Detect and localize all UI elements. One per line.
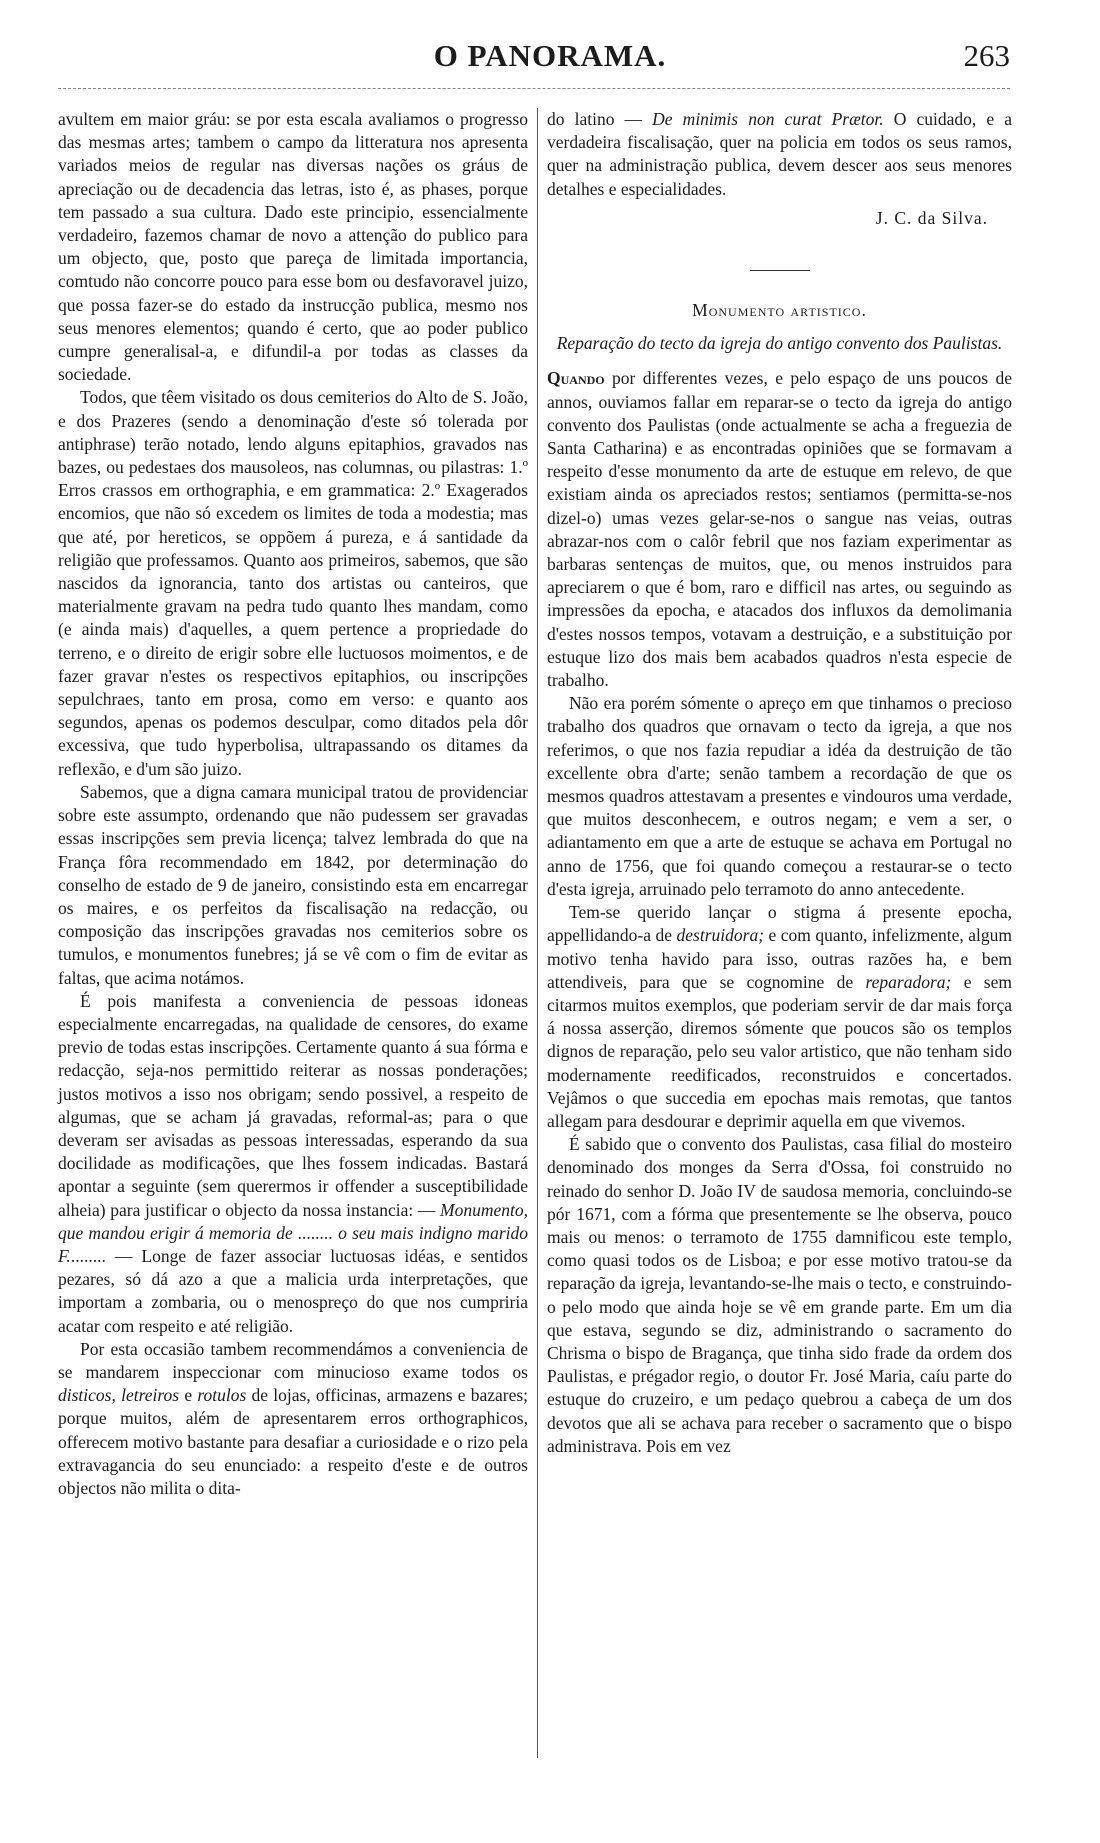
paragraph-text: ........ — Longe de fazer associar luctuosas idéas, e sentidos pezares, só dá azo a que a malicia urda interpretações, que importam a zombaria, ou o menospreço do que nos cumpriria acatar com respeito e até religião. (58, 1245, 528, 1336)
section-divider (750, 270, 810, 271)
paragraph-text: e (184, 1385, 193, 1406)
opening-word: Quando (547, 368, 605, 389)
emphasis: rotulos (197, 1385, 247, 1406)
paragraph: avultem em maior gráu: se por esta escala avaliamos o progresso das mesmas artes; tambem o campo da litteratura nos apresenta variados meios de regular nas diversas nações os gráus de apreciação ou de decadencia das letras, isto é, as phases, porque tem passado a sua cultura. Dado este principio, essencialmente verdadeiro, fazemos chamar de novo a attenção do publico para um objecto, que, posto que pareça de limitada importancia, comtudo não concorre pouco para esse bom ou desfavoravel juizo, que possa fazer-se do estado da instrucção publica, mesmo nos seus menores elementos; quando é certo, que ao poder publico cumpre generalisal-a, e difundil-a por todas as classes da sociedade. (58, 109, 528, 385)
paragraph-text: É pois manifesta a conveniencia de pessoas idoneas especialmente encarregadas, na qualidade de censores, do exame previo de todas estas inscripções. Certamente quanto á sua fórma e redacção, seja-nos permittido reiterar as nossas ponderações; justos motivos a isso nos obrigam; sendo possivel, a respeito de algumas, que se acham já gravadas, reformal-as; para o que deveram ser avisadas as pessoas interessadas, esperando da sua docilidade as modificações, que lhes fossem indicadas. Bastará apontar a seguinte (sem querermos ir offender a susceptibilidade alheia) para justificar o objecto da nossa instancia: — (58, 990, 528, 1220)
paragraph (58, 1338, 528, 1500)
emphasis: disticos, (58, 1385, 116, 1406)
column-divider (537, 108, 538, 1758)
paragraph-text: Tem-se querido lançar o stigma á presente epocha, appellidando-a de (547, 902, 1012, 946)
section-title: Monumento artistico. (692, 300, 867, 321)
paragraph-text: Por esta occasião tambem recommendámos a conveniencia de se mandarem inspeccionar com minucioso exame todos os (58, 1338, 528, 1382)
paragraph: Sabemos, que a digna camara municipal tratou de providenciar sobre este assumpto, ordenando que não pudessem ser gravadas essas inscripções sem previa licença; talvez lembrada do que na França fôra recommendado em 1842, por determinação do conselho de estado de 9 de janeiro, consistindo esta em encarregar os maires, e os perfeitos da fiscalisação na redacção, ou composição das inscripções gravadas nos cemiterios sobre os tumulos, e monumentos funebres; já se vê com o fim de evitar as faltas, que acima notámos. (58, 781, 528, 988)
paragraph-text: por differentes vezes, e pelo espaço de uns poucos de annos, ouviamos fallar em reparar-se o tecto da igreja do antigo convento dos Paulistas (onde actualmente se acha a freguezia de Santa Catharina) e as encontradas opiniões que se formavam a respeito d'esse monumento da arte de estuque em relevo, de que existiam ainda os apreciados restos; sentiamos (permitta-se-nos dizel-o) umas vezes gelar-se-nos o sangue nas veias, outras abrazar-nos com o calôr febril que nos faziam experimentar as barbaras sentenças de muitos, que, ou menos instruidos para apreciarem o que é bom, raro e difficil nas artes, ou seguindo as impressões da epocha, e atacados dos influxos da demolimania d'estes nossos tempos, votavam a destruição, e a substituição por estuque lizo dos mais bem acabados quadros n'esta especie de trabalho. (547, 368, 1013, 691)
paragraph (58, 990, 528, 1338)
paragraph-text: do latino — (547, 109, 643, 129)
inscription-quote: Monumento, que mandou erigir á memoria de ........ o seu mais indigno marido F. (58, 1199, 529, 1266)
latin-quote: De minimis non curat Prætor. (652, 109, 884, 129)
left-column (58, 108, 528, 1500)
page-header (0, 38, 1100, 78)
paragraph-text: de lojas, officinas, armazens e bazares; porque muitos, além de apresentarem erros orthographicos, offerecem motivo bastante para desafiar a curiosidade e o rizo pela extravagancia do seu enunciado: a respeito d'este e de outros objectos não milita o dita- (58, 1385, 529, 1498)
header-rule (58, 88, 1010, 89)
paragraph-text: e com quanto, infelizmente, algum motivo tenha havido para isso, outras razões ha, e bem attendiveis, para que se cognomine de (547, 925, 1012, 992)
paragraph (547, 901, 1012, 1133)
page-number: 263 (963, 38, 1010, 73)
paragraph: Não era porém sómente o apreço em que tinhamos o precioso trabalho dos quadros que ornavam o tecto da igreja, a que nos referimos, o que nos fazia repudiar a idéa da destruição de tão excellente obra d'arte; senão tambem a recordação de que os mesmos quadros attestavam a presentes e vindouros uma verdade, que muitos desconhecem, e outros negam; e vem a ser, o adiantamento em que a arte de estuque se achava em Portugal no anno de 1756, que foi quando começou a restaurar-se o tecto d'esta igreja, arruinado pelo terramoto do anno antecedente. (547, 693, 1012, 899)
paragraph: É sabido que o convento dos Paulistas, casa filial do mosteiro denominado dos monges da Serra d'Ossa, foi construido no reinado do senhor D. João IV de saudosa memoria, concluindo-se pór 1671, com a fórma que presentemente se lhe observa, pouco mais ou menos: o terramoto de 1755 damnificou este templo, como quasi todos os de Lisboa; e por esse motivo tratou-se da reparação da igreja, levantando-se-lhe mais o tecto, e construindo-o pelo modo que ainda hoje se vê em grande parte. Em um dia que estava, segundo se diz, administrando o sacramento do Chrisma o bispo de Bragança, que tinha sido frade da ordem dos Paulistas, e prégador regio, o doutor Fr. José Maria, caíu parte do estuque do cruzeiro, e um pedaço quebrou a cabeça de um dos devotos que ali se achava para receber o sacramento que o bispo administrava. Pois em vez (547, 1134, 1012, 1456)
emphasis: letreiros (121, 1385, 180, 1406)
right-column (547, 108, 1012, 1458)
journal-title: O PANORAMA. (433, 38, 667, 73)
emphasis: destruidora; (676, 925, 765, 946)
paragraph: Todos, que têem visitado os dous cemiterios do Alto de S. João, e dos Prazeres (sendo a denominação d'este só tolerada por antiphrase) terão notado, lendo alguns epitaphios, gravados nas bazes, ou pedestaes dos mausoleos, nas columnas, ou pilastras: 1.º Erros crassos em orthographia, e em grammatica: 2.º Exagerados encomios, que não só excedem os limites de toda a modestia; mas que até, por hereticos, se oppõem á pureza, e á santidade da religião que professamos. Quanto aos primeiros, sabemos, que são nascidos da ignorancia, tanto dos artistas ou canteiros, que materialmente gravam na pedra tudo quanto lhes mandam, como (e ainda mais) d'aquelles, a quem pertence a propriedade do terreno, e o direito de erigir sobre elle luctuosos moimentos, e de fazer gravar n'estes os respectivos epitaphios, ou inscripções sepulchraes, tanto em prosa, como em verso: e quanto aos segundos, apenas os podemos desculpar, como ditados pela dôr excessiva, que tudo hyperbolisa, ultrapassando os ditames da reflexão, e d'um são juizo. (58, 387, 528, 779)
paragraph-text: e sem citarmos muitos exemplos, que poderiam servir de dar mais força á nossa asserção, diremos sómente que poucos são os templos dignos de reparação, pelo seu valor artistico, que não tenham sido modernamente reedificados, reconstruidos e concertados. Vejâmos o que succedia em epochas mais remotas, que tantos allegam para desdourar e deprimir aquella em que vivemos. (547, 971, 1012, 1131)
emphasis: reparadora; (865, 971, 952, 992)
paragraph (547, 367, 1012, 692)
paragraph-text: O cuidado, e a verdadeira fiscalisação, quer na policia em todos os seus ramos, quer na administração publica, devem descer aos seus menores detalhes e especialidades. (547, 109, 1013, 199)
paragraph (547, 108, 1012, 201)
article-subtitle: Reparação do tecto da igreja do antigo convento dos Paulistas. (556, 333, 1003, 354)
author-signature: J. C. da Silva. (875, 207, 988, 228)
